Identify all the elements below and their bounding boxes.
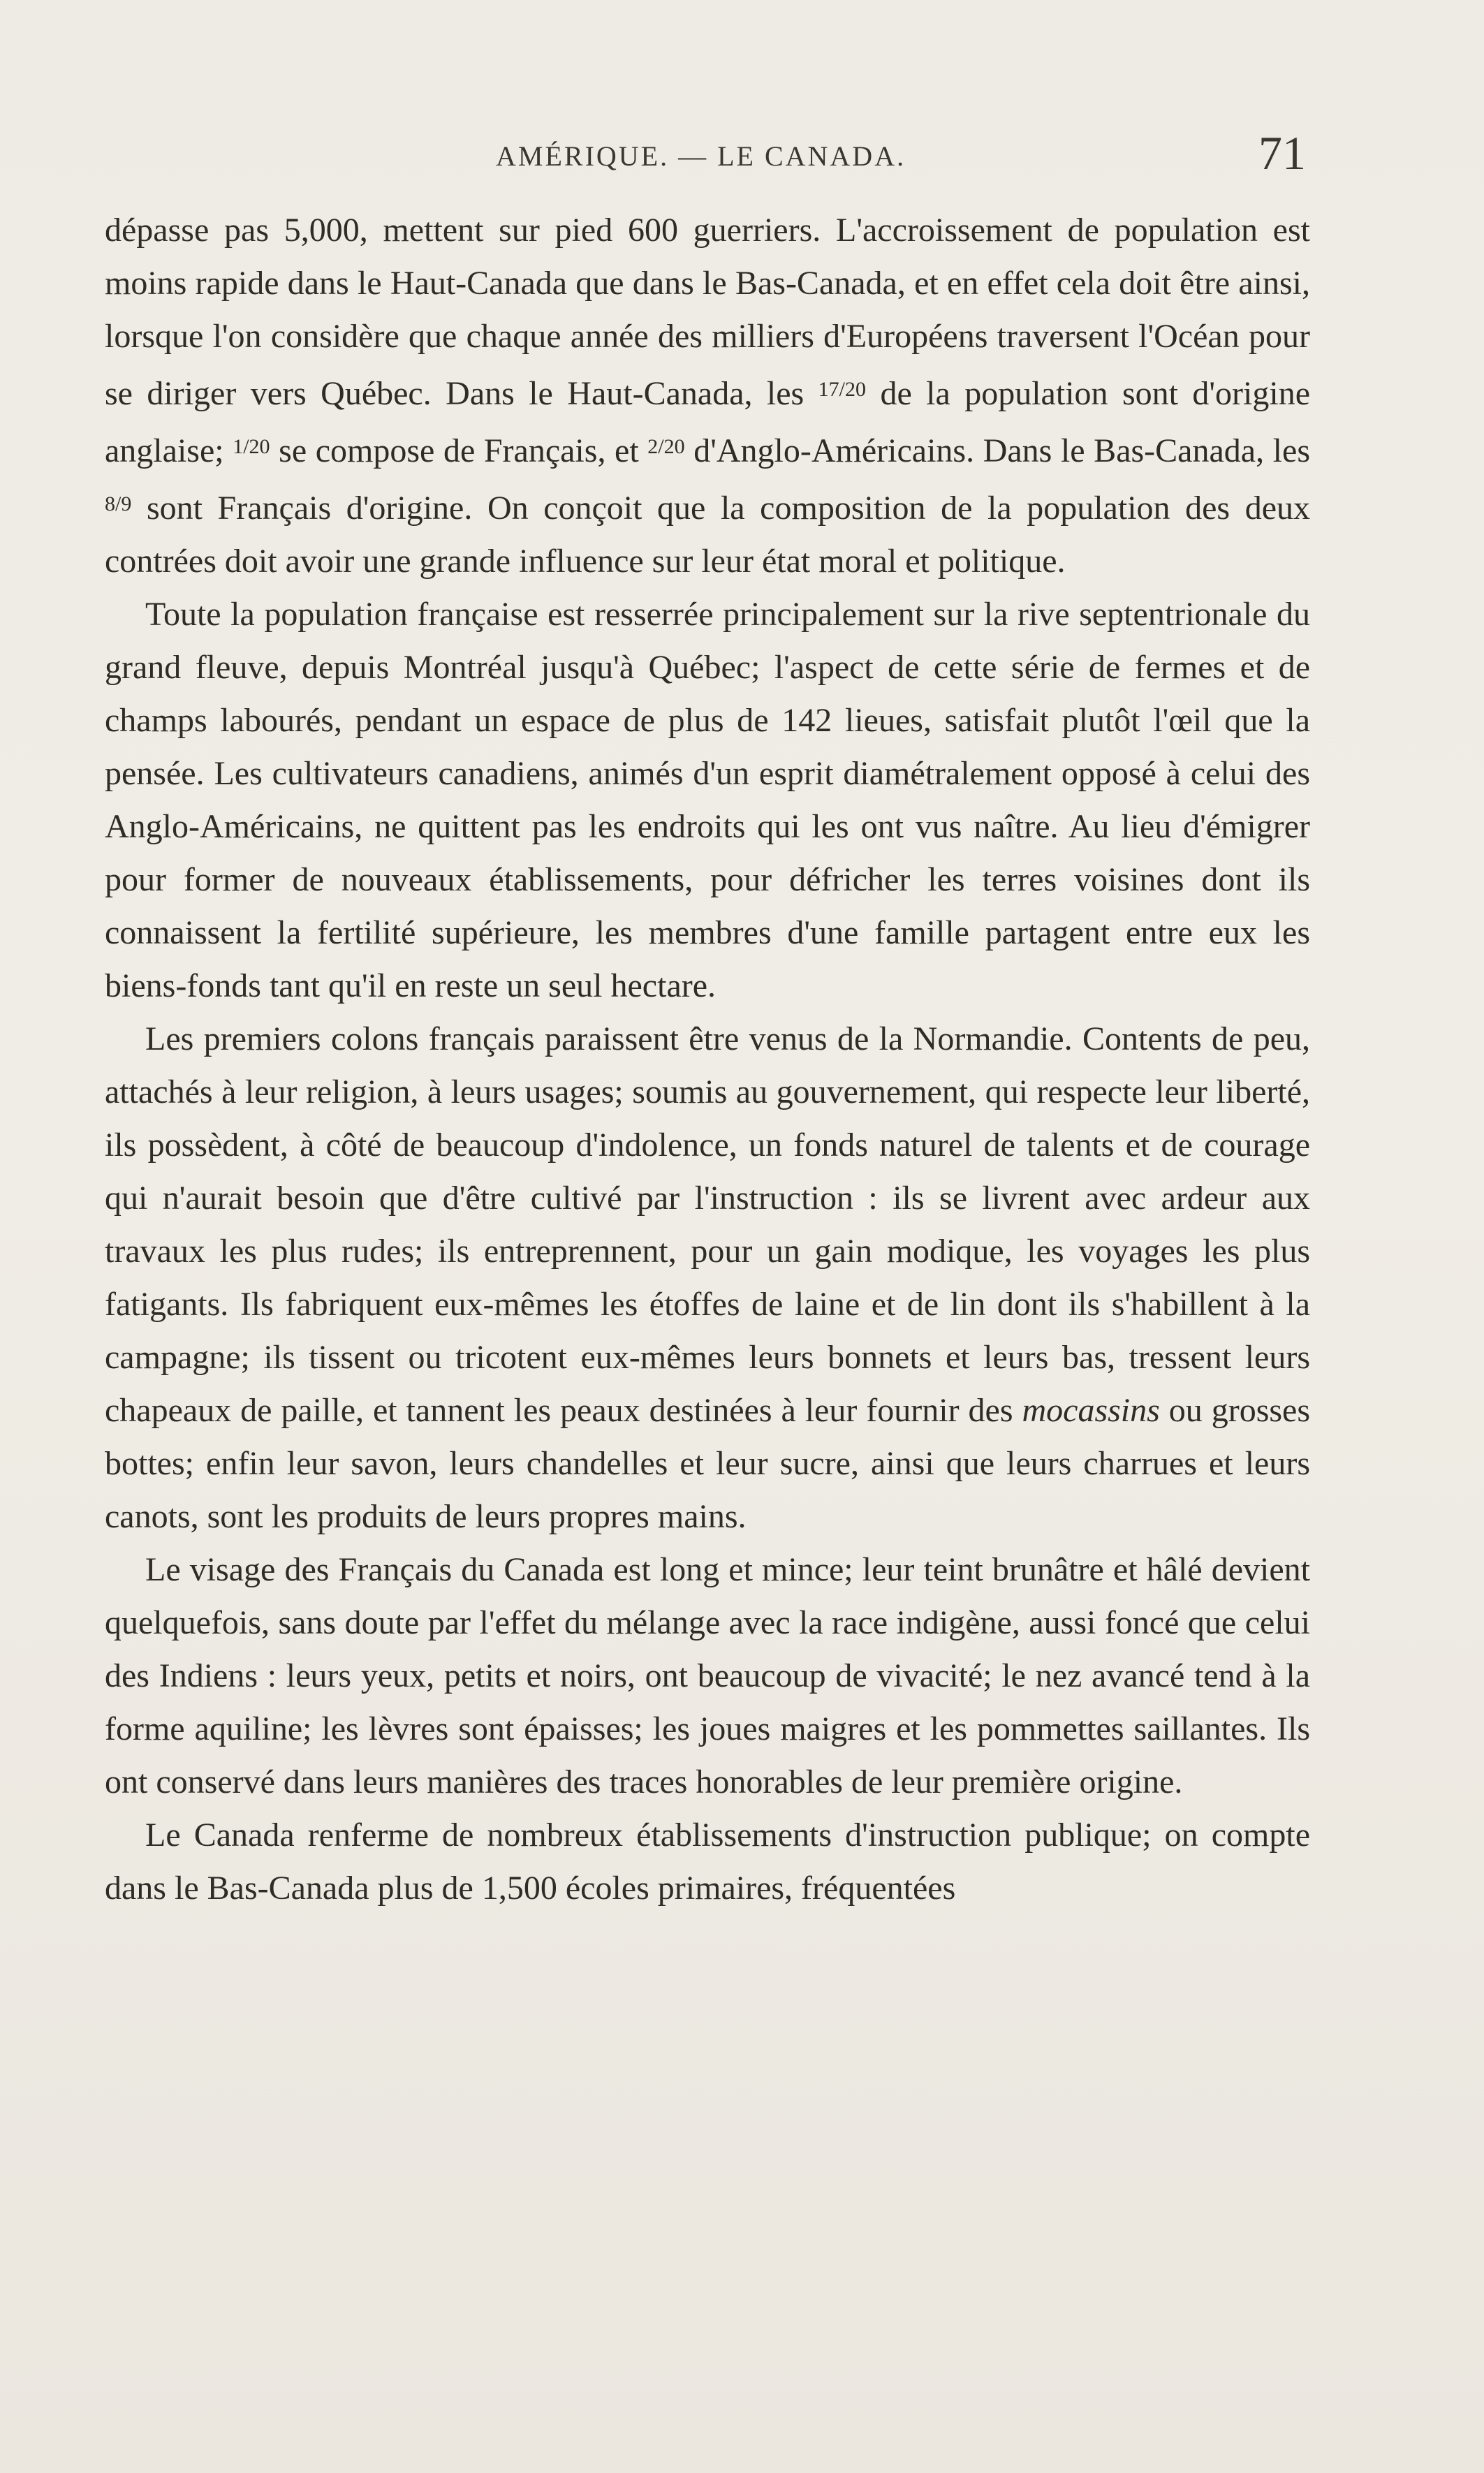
running-title: AMÉRIQUE. — LE CANADA. (496, 140, 906, 172)
running-head (105, 126, 1306, 189)
paragraph-1 (105, 204, 1310, 588)
text-run: se compose de Français, et (279, 432, 639, 469)
fraction: 17/20 (818, 378, 867, 401)
fraction: 2/20 (647, 435, 685, 458)
paragraph-4: Le visage des Français du Canada est long et mince; leur teint brunâtre et hâlé devient quelquefois, sans doute par l'effet du mélange avec la race indigène, aussi foncé que celui des Indiens : leurs yeux, petits et noirs, ont beaucoup de vivacité; le nez avancé tend à la forme aquiline; les lèvres sont épaisses; les joues maigres et les pommettes saillantes. Ils ont conservé dans leurs manières des traces honorables de leur première origine. (105, 1551, 1310, 1800)
text-run: ou grosses bottes; enfin leur savon, leurs chandelles et leur sucre, ainsi que leurs charrues et leurs canots, sont les produits de leurs propres mains. (105, 1392, 1311, 1535)
text-run: Les premiers colons français paraissent être venus de la Normandie. Contents de peu, attachés à leur religion, à leurs usages; soumis au gouvernement, qui respecte leur liberté, ils possèdent, à côté de beaucoup d'indolence, un fonds naturel de talents et de courage qui n'aurait besoin que d'être cultivé par l'instruction : ils se livrent avec ardeur aux travaux les plus rudes; ils entreprennent, pour un gain modique, les voyages les plus fatigants. Ils fabriquent eux-mêmes les étoffes de laine et de lin dont ils s'habillent à la campagne; ils tissent ou tricotent eux-mêmes leurs bonnets et leurs bas, tressent leurs chapeaux de paille, et tannent les peaux destinées à leur fournir des (105, 1020, 1310, 1429)
text-run: dépasse pas 5,000, mettent sur pied 600 guerriers. L'accroissement de population est moins rapide dans le Haut-Canada que dans le Bas-Canada, et en effet cela doit être ainsi, lorsque l'on considère que chaque année des milliers d'Européens traversent l'Océan pour se diriger vers Québec. Dans le Haut-Canada, les (105, 212, 1310, 412)
italic-term: mocassins (1022, 1392, 1160, 1429)
paragraph-2: Toute la population française est resserrée principalement sur la rive septentrionale du grand fleuve, depuis Montréal jusqu'à Québec; l'aspect de cette série de fermes et de champs labourés, pendant un espace de plus de 142 lieues, satisfait plutôt l'œil que la pensée. Les cultivateurs canadiens, animés d'un esprit diamétralement opposé à celui des Anglo-Américains, ne quittent pas les endroits qui les ont vus naître. Au lieu d'émigrer pour former de nouveaux établissements, pour défricher les terres voisines dont ils connaissent la fertilité supérieure, les membres d'une famille partagent entre eux les biens-fonds tant qu'il en reste un seul hectare. (105, 596, 1310, 1004)
page-number: 71 (1258, 126, 1306, 179)
body-text (105, 204, 1310, 1915)
text-run: sont Français d'origine. On conçoit que la composition de la population des deux contrées doit avoir une grande influence sur leur état moral et politique. (105, 490, 1311, 580)
paragraph-5: Le Canada renferme de nombreux établissements d'instruction publique; on compte dans le Bas-Canada plus de 1,500 écoles primaires, fréquentées (105, 1817, 1310, 1907)
paragraph-3 (105, 1013, 1310, 1543)
fraction: 8/9 (105, 492, 132, 515)
text-run: de la population sont d'origine anglaise; (105, 375, 1310, 469)
fraction: 1/20 (233, 435, 270, 458)
text-run: d'Anglo-Américains. Dans le Bas-Canada, les (693, 432, 1310, 469)
